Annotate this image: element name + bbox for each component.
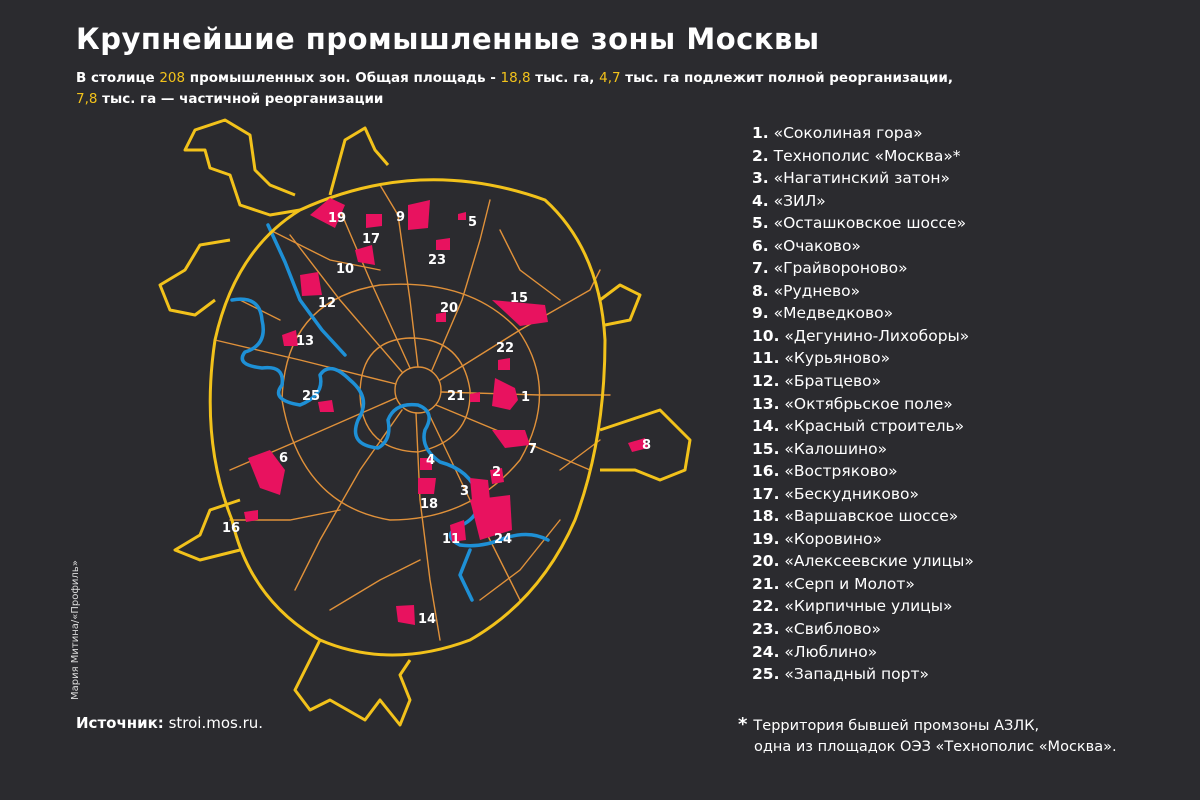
legend-item: 19. «Коровино» [752, 529, 883, 548]
zone-10 [355, 245, 375, 265]
legend-item: 16. «Востряково» [752, 462, 898, 481]
legend-item: 13. «Октябрьское поле» [752, 394, 953, 413]
map-label-5: 5 [468, 215, 478, 230]
zone-16 [244, 510, 258, 522]
legend-item: 17. «Бескудниково» [752, 484, 919, 503]
legend-item: 1. «Соколиная гора» [752, 124, 923, 142]
zone-7 [492, 430, 530, 448]
road-network [215, 185, 610, 640]
map-label-17: 17 [362, 232, 381, 247]
legend-item: 10. «Дегунино-Лихоборы» [752, 326, 970, 345]
map-label-14: 14 [418, 612, 437, 627]
legend-item: 18. «Варшавское шоссе» [752, 507, 959, 526]
footnote: * Территория бывшей промзоны АЗЛК, одна из площадок ОЭЗ «Технополис «Москва». [738, 714, 1117, 755]
zone-14 [396, 605, 415, 625]
zone-5 [458, 212, 466, 220]
map-label-4: 4 [426, 453, 436, 468]
legend-item: 14. «Красный строитель» [752, 417, 965, 436]
legend-item: 21. «Серп и Молот» [752, 574, 915, 593]
legend-item: 9. «Медведково» [752, 304, 894, 323]
map-label-24: 24 [494, 532, 513, 547]
zone-18 [418, 478, 436, 494]
map-label-12: 12 [318, 296, 337, 311]
map-label-22: 22 [496, 341, 515, 356]
legend-item: 8. «Руднево» [752, 281, 861, 300]
legend-item: 5. «Осташковское шоссе» [752, 214, 967, 233]
map-label-23: 23 [428, 253, 447, 268]
legend-item: 12. «Братцево» [752, 372, 882, 391]
asterisk-icon: * [738, 714, 748, 735]
map-title: Крупнейшие промышленные зоны Москвы [76, 22, 820, 56]
map-label-13: 13 [296, 334, 315, 349]
map-label-3: 3 [460, 484, 470, 499]
map-label-10: 10 [336, 262, 355, 277]
map-label-15: 15 [510, 291, 529, 306]
map-label-1: 1 [521, 390, 531, 405]
map-label-18: 18 [420, 497, 439, 512]
zone-3 [470, 478, 490, 500]
legend-item: 7. «Грайвороново» [752, 259, 908, 278]
subtitle-line-2: 7,8 тыс. га — частичной реорганизации [76, 91, 384, 107]
zone-17 [366, 214, 382, 228]
legend-item: 11. «Курьяново» [752, 349, 891, 368]
legend-item: 6. «Очаково» [752, 236, 861, 255]
map-label-21: 21 [447, 389, 466, 404]
zone-legend [752, 122, 974, 686]
map-label-20: 20 [440, 301, 459, 316]
author-credit: Мария Митина/«Профиль» [70, 560, 81, 700]
map-label-6: 6 [279, 451, 289, 466]
legend-item: 23. «Свиблово» [752, 620, 881, 639]
legend-item: 20. «Алексеевские улицы» [752, 552, 974, 571]
zone-12 [300, 272, 322, 296]
map-label-19: 19 [328, 211, 347, 226]
subtitle-line-1: В столице 208 промышленных зон. Общая площадь - 18,8 тыс. га, 4,7 тыс. га подлежит полной реорганизации, [76, 70, 953, 86]
legend-item: 4. «ЗИЛ» [752, 191, 826, 210]
map-label-2: 2 [492, 465, 502, 480]
zone-22 [498, 358, 510, 370]
zone-9 [408, 200, 430, 230]
map-label-8: 8 [642, 438, 652, 453]
map-label-7: 7 [528, 442, 538, 457]
legend-item: 3. «Нагатинский затон» [752, 169, 950, 188]
zone-23 [436, 238, 450, 250]
zone-1 [492, 378, 518, 410]
zone-25 [318, 400, 334, 412]
map-label-16: 16 [222, 521, 241, 536]
source-note: Источник: stroi.mos.ru. [76, 714, 264, 732]
legend-item: 24. «Люблино» [752, 642, 878, 661]
legend-item: 15. «Калошино» [752, 439, 888, 458]
map-label-11: 11 [442, 532, 461, 547]
legend-item: 22. «Кирпичные улицы» [752, 597, 953, 616]
map-label-9: 9 [396, 210, 406, 225]
map-label-25: 25 [302, 389, 321, 404]
legend-item: 25. «Западный порт» [752, 665, 930, 684]
legend-item: 2. Технополис «Москва»* [752, 146, 961, 165]
